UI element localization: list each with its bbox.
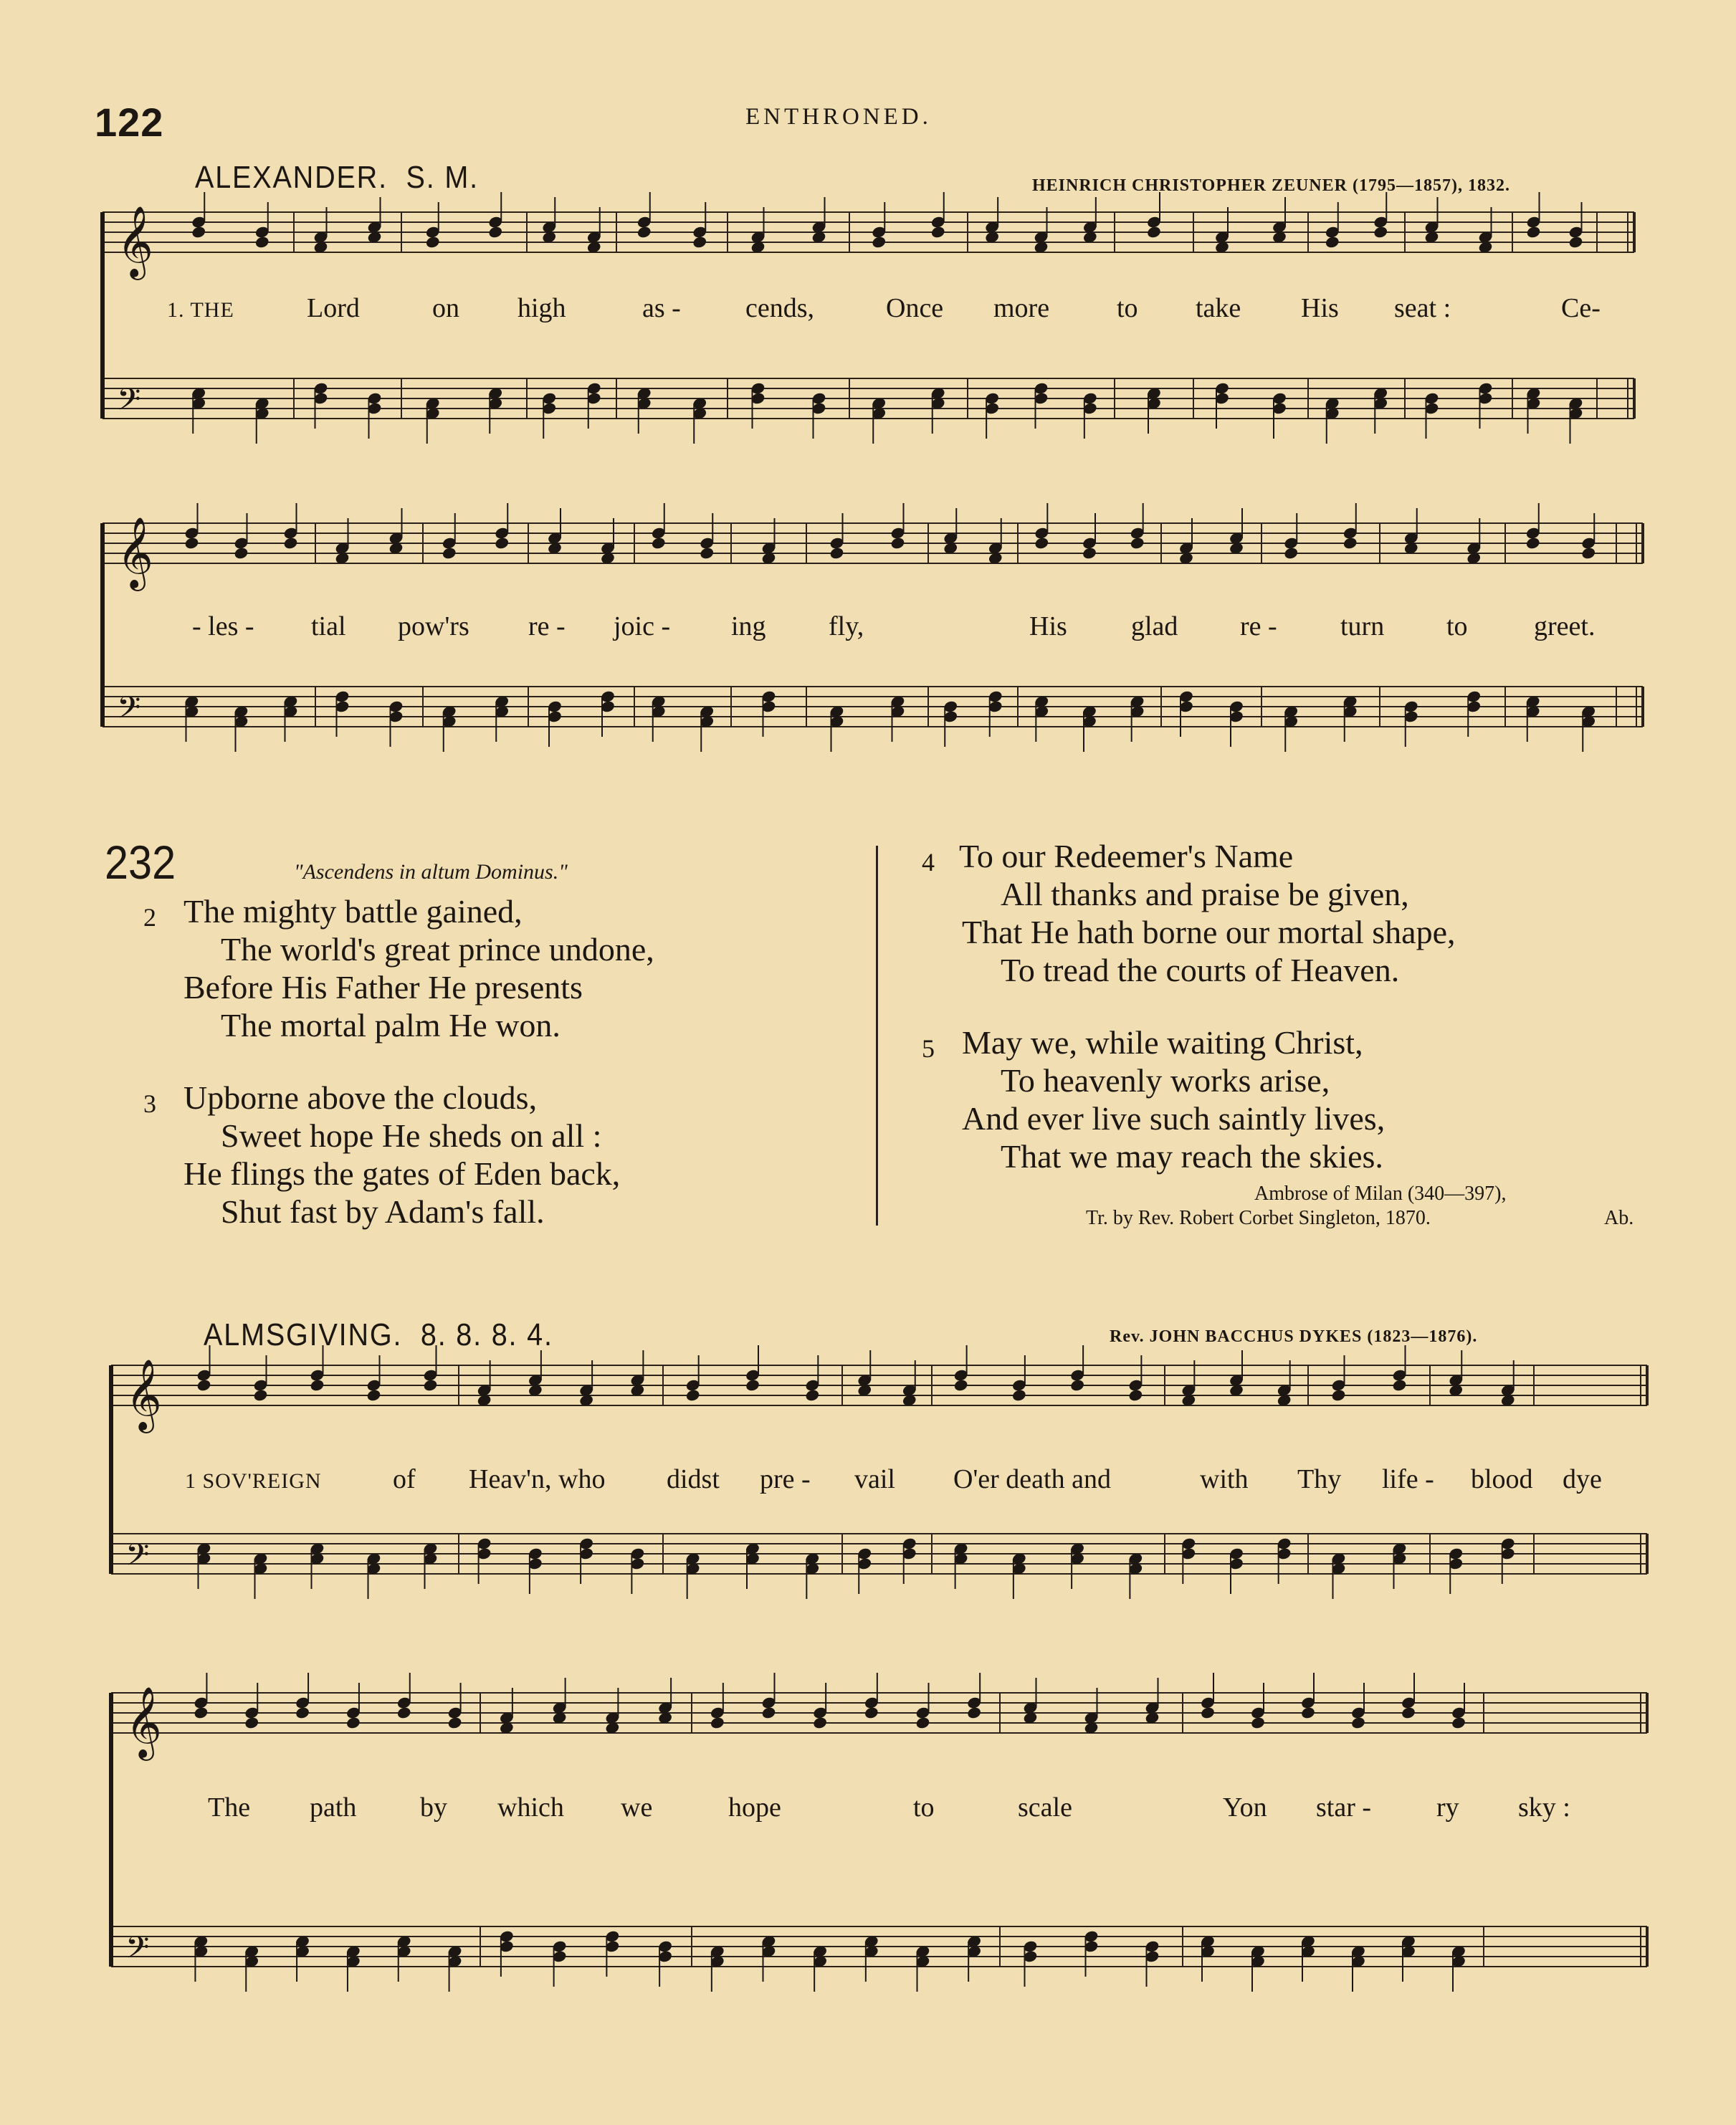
- note-head: [1401, 1706, 1416, 1719]
- tune2-name: ALMSGIVING.: [204, 1317, 403, 1352]
- note-head: [864, 1706, 879, 1719]
- verse-line: Before His Father He presents: [183, 969, 583, 1006]
- lyric: O'er death and: [953, 1464, 1111, 1494]
- lyric: re -: [1240, 611, 1277, 641]
- verse-line: To our Redeemer's Name: [959, 838, 1294, 874]
- verse-line: May we, while waiting Christ,: [962, 1024, 1363, 1061]
- lyric: 1. THE: [167, 298, 234, 322]
- verse-number: 3: [143, 1089, 156, 1118]
- hymn-latin-title: "Ascendens in altum Dominus.": [294, 860, 568, 884]
- lyric: seat :: [1394, 293, 1451, 323]
- note-head: [1300, 1706, 1316, 1719]
- lyric: scale: [1018, 1792, 1072, 1823]
- note-head: [345, 1716, 361, 1729]
- verse-line: Shut fast by Adam's fall.: [221, 1193, 545, 1230]
- lyric: high: [518, 293, 566, 323]
- bass-clef-icon: 𝄢: [117, 690, 141, 733]
- verse-number: 2: [143, 903, 156, 932]
- bass-clef-icon: 𝄢: [125, 1930, 150, 1973]
- tune2-meter: 8. 8. 8. 4.: [420, 1317, 553, 1352]
- verse-line: The mighty battle gained,: [183, 893, 523, 930]
- lyric: path: [310, 1792, 357, 1823]
- note-head: [966, 1706, 982, 1719]
- verse-line: To heavenly works arise,: [1001, 1062, 1330, 1099]
- lyric: hope: [728, 1792, 781, 1823]
- note-head: [1200, 1706, 1216, 1719]
- bass-clef-icon: 𝄢: [125, 1537, 150, 1580]
- lyric: blood: [1471, 1464, 1533, 1494]
- lyric: glad: [1131, 611, 1178, 641]
- note-head: [1350, 1716, 1366, 1729]
- lyric: take: [1196, 293, 1241, 323]
- lyric: of: [393, 1464, 416, 1494]
- tune2-lyrics-row2: [0, 1792, 1736, 1828]
- lyric: to: [1446, 611, 1468, 641]
- lyric: dye: [1563, 1464, 1602, 1494]
- treble-clef-icon: 𝄞: [125, 1359, 162, 1431]
- lyric: to: [1117, 293, 1138, 323]
- tune1-meter: S. M.: [406, 160, 479, 195]
- verse-line: Sweet hope He sheds on all :: [221, 1117, 602, 1154]
- lyric: pow'rs: [398, 611, 469, 641]
- lyric: greet.: [1534, 611, 1596, 641]
- tune2-composer: Rev. JOHN BACCHUS DYKES (1823—1876).: [1110, 1327, 1478, 1346]
- verse-line: To tread the courts of Heaven.: [1001, 952, 1400, 988]
- verse-line: All thanks and praise be given,: [1001, 876, 1409, 912]
- lyric: Thy: [1297, 1464, 1342, 1494]
- lyric: Heav'n, who: [469, 1464, 606, 1494]
- lyric: sky :: [1518, 1792, 1570, 1823]
- note-head: [812, 1716, 828, 1729]
- verse-number: 5: [922, 1034, 935, 1063]
- lyric: re -: [528, 611, 566, 641]
- lyric: 1 SOV'REIGN: [185, 1469, 322, 1493]
- hymn-number: 232: [105, 836, 176, 889]
- lyric: pre -: [760, 1464, 811, 1494]
- lyric: on: [432, 293, 459, 323]
- lyric: vail: [854, 1464, 895, 1494]
- attribution-translator: Tr. by Rev. Robert Corbet Singleton, 1870.: [1086, 1207, 1431, 1229]
- treble-clef-icon: 𝄞: [117, 206, 153, 277]
- verse-line: That we may reach the skies.: [1001, 1138, 1383, 1175]
- lyric: turn: [1340, 611, 1385, 641]
- lyric: Lord: [307, 293, 360, 323]
- lyric: with: [1200, 1464, 1249, 1494]
- lyric: tial: [311, 611, 346, 641]
- page-number: 122: [95, 100, 164, 145]
- lyric: His: [1029, 611, 1067, 641]
- lyric: Once: [886, 293, 944, 323]
- lyric: by: [420, 1792, 447, 1823]
- verse-line: The world's great prince undone,: [221, 931, 654, 968]
- note-head: [915, 1716, 931, 1729]
- tune1-name: ALEXANDER.: [195, 160, 388, 195]
- note-head: [396, 1706, 412, 1719]
- note-head: [710, 1716, 725, 1729]
- lyric: more: [993, 293, 1050, 323]
- note-head: [761, 1706, 777, 1719]
- lyric: fly,: [829, 611, 864, 641]
- lyric: Yon: [1223, 1792, 1267, 1823]
- lyric: joic -: [614, 611, 671, 641]
- note-head: [447, 1716, 463, 1729]
- verse-line: He flings the gates of Eden back,: [183, 1155, 621, 1192]
- note-head: [295, 1706, 310, 1719]
- attribution-abridged: Ab.: [1604, 1207, 1634, 1229]
- treble-clef-icon: 𝄞: [117, 517, 153, 588]
- lyric: cends,: [745, 293, 815, 323]
- lyric: His: [1301, 293, 1339, 323]
- note-head: [194, 1706, 209, 1719]
- verse-line: And ever live such saintly lives,: [962, 1100, 1386, 1137]
- bass-clef-icon: 𝄢: [117, 382, 141, 425]
- lyric: as -: [642, 293, 681, 323]
- lyric: Ce-: [1561, 293, 1601, 323]
- treble-clef-icon: 𝄞: [125, 1686, 162, 1758]
- tune1-composer: HEINRICH CHRISTOPHER ZEUNER (1795—1857), 1832.: [1032, 176, 1510, 195]
- note-head: [1250, 1716, 1266, 1729]
- lyric: life -: [1382, 1464, 1434, 1494]
- note-head: [1451, 1716, 1466, 1729]
- running-head: ENTHRONED.: [745, 104, 932, 130]
- lyric: didst: [667, 1464, 720, 1494]
- lyric: which: [497, 1792, 564, 1823]
- note-head: [244, 1716, 259, 1729]
- verse-line: Upborne above the clouds,: [183, 1079, 538, 1116]
- lyric: - les -: [192, 611, 254, 641]
- lyric: ing: [731, 611, 766, 641]
- attribution-author: Ambrose of Milan (340—397),: [1254, 1183, 1507, 1205]
- lyric: to: [913, 1792, 935, 1823]
- lyric: we: [621, 1792, 653, 1823]
- lyric: The: [208, 1792, 251, 1823]
- verse-line: That He hath borne our mortal shape,: [962, 914, 1456, 950]
- verse-number: 4: [922, 848, 935, 877]
- lyric: star -: [1316, 1792, 1372, 1823]
- verse-line: The mortal palm He won.: [221, 1007, 561, 1044]
- lyric: ry: [1436, 1792, 1459, 1823]
